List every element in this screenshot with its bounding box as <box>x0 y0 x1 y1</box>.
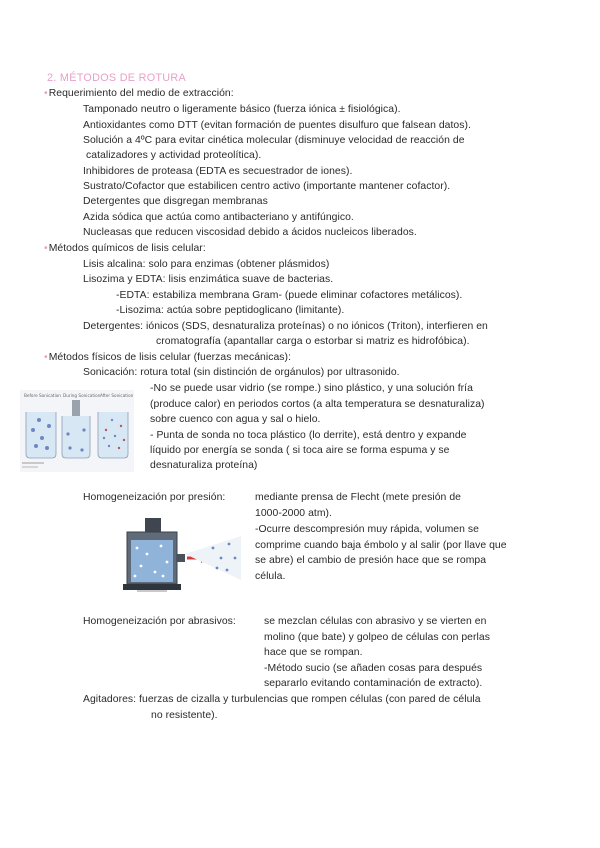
section-title: 2. MÉTODOS DE ROTURA <box>47 72 186 84</box>
pressure-line: mediante prensa de Flecht (mete presión de <box>255 492 461 503</box>
extraction-item: Detergentes que disgregan membranas <box>83 196 268 207</box>
pressure-line: se abre) el cambio de presión hace que se rompa <box>255 555 487 566</box>
chemical-heading <box>44 242 206 256</box>
abrasives-line: hace que se rompan. <box>264 647 363 658</box>
detergents-line-1: Detergentes: iónicos (SDS, desnaturaliza proteínas) o no iónicos (Triton), interfieren en <box>83 321 488 332</box>
lisozima-note: -Lisozima: actúa sobre peptidoglicano (limitante). <box>116 305 345 316</box>
bullet-icon: • <box>44 88 48 99</box>
sonication-label: Sonicación: rotura total (sin distinción de orgánulos) por ultrasonido. <box>83 367 400 378</box>
sonication-line: -No se puede usar vidrio (se rompe.) sino plástico, y una solución fría <box>150 383 473 394</box>
pressure-line: 1000-2000 atm). <box>255 508 332 519</box>
extraction-item: Sustrato/Cofactor que estabilicen centro activo (importante mantener cofactor). <box>83 181 451 192</box>
abrasives-line: -Método sucio (se añaden cosas para después <box>264 663 483 674</box>
chemical-heading-text: Métodos químicos de lisis celular: <box>48 243 206 254</box>
sonication-figure <box>20 390 134 472</box>
extraction-heading-text: Requerimiento del medio de extracción: <box>48 88 234 99</box>
bullet-icon: • <box>44 243 48 254</box>
beaker-after <box>98 412 128 458</box>
figure-label-before: Before Sonication <box>24 393 61 398</box>
extraction-item: Nucleasas que reducen viscosidad debido a ácidos nucleicos liberados. <box>83 227 417 238</box>
physical-heading <box>44 351 291 365</box>
alkaline-lysis: Lisis alcalina: solo para enzimas (obtener plásmidos) <box>83 259 330 270</box>
figure-label-during: During Sonication <box>63 393 101 398</box>
pressure-line: -Ocurre descompresión muy rápida, volumen se <box>255 524 479 535</box>
physical-heading-text: Métodos físicos de lisis celular (fuerzas mecánicas): <box>48 352 292 363</box>
pressure-line: comprime cuando baja émbolo y al salir (por llave que <box>255 540 507 551</box>
extraction-item: Antioxidantes como DTT (evitan formación de puentes disulfuro que falsean datos). <box>83 120 471 131</box>
pressure-line: célula. <box>255 571 286 582</box>
beaker-before <box>26 412 56 458</box>
sonication-line: - Punta de sonda no toca plástico (lo derrite), está dentro y expande <box>150 430 467 441</box>
extraction-item: Tamponado neutro o ligeramente básico (fuerza iónica ± fisiológica). <box>83 104 401 115</box>
abrasives-line: separarlo evitando contaminación de extracto). <box>264 678 483 689</box>
sonication-line: (produce calor) en periodos cortos (a alta temperatura se desnaturaliza) <box>150 399 485 410</box>
extraction-item: Azida sódica que actúa como antibacteriano y antifúngico. <box>83 212 354 223</box>
extraction-item: catalizadores y actividad proteolítica). <box>86 150 262 161</box>
lysozyme-edta: Lisozima y EDTA: lisis enzimática suave de bacterias. <box>83 274 334 285</box>
abrasives-line: molino (que bate) y golpeo de células con perlas <box>264 632 490 643</box>
sonication-line: desnaturaliza proteína) <box>150 460 258 471</box>
pressure-label: Homogeneización por presión: <box>83 492 226 503</box>
abrasives-label: Homogeneización por abrasivos: <box>83 616 236 627</box>
agitators-line-1: Agitadores: fuerzas de cizalla y turbulencias que rompen células (con pared de célula <box>83 694 481 705</box>
edta-note: -EDTA: estabiliza membrana Gram- (puede eliminar cofactores metálicos). <box>116 290 463 301</box>
extraction-heading <box>44 87 234 101</box>
agitators-line-2: no resistente). <box>151 710 218 721</box>
french-press-figure <box>117 518 245 596</box>
bullet-icon: • <box>44 352 48 363</box>
figure-label-after: After Sonication <box>100 393 134 398</box>
detergents-line-2: cromatografía (apantallar carga o estorbar si matriz es hidrofóbica). <box>156 336 470 347</box>
sonication-line: sobre cuenco con agua y sal o hielo. <box>150 414 321 425</box>
abrasives-line: se mezclan células con abrasivo y se vierten en <box>264 616 487 627</box>
sonication-line: líquido por energía se sonda ( si toca aire se forma espuma y se <box>150 445 450 456</box>
extraction-item: Solución a 4ºC para evitar cinética molecular (disminuye velocidad de reacción de <box>83 135 465 146</box>
extraction-item: Inhibidores de proteasa (EDTA es secuestrador de iones). <box>83 166 353 177</box>
